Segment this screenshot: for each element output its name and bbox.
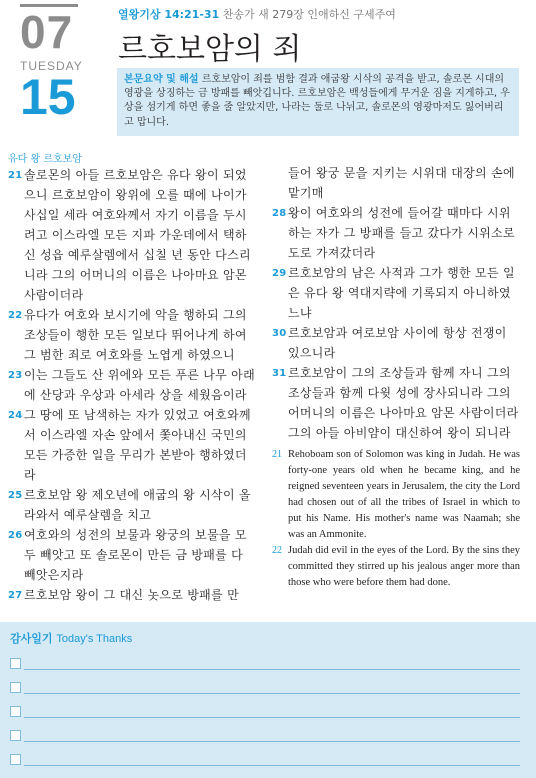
english-verse <box>272 543 520 591</box>
writing-rule <box>24 765 520 766</box>
right-column <box>272 163 520 591</box>
verse-text: 르호보암과 여로보암 사이에 항상 전쟁이 있으니라 <box>288 326 507 360</box>
left-column <box>8 165 256 605</box>
verse <box>8 585 256 605</box>
verse <box>8 165 256 305</box>
page-title: 르호보암의 죄 <box>118 32 302 67</box>
verse <box>8 365 256 405</box>
hymn-reference: 찬송가 새 279장 인애하신 구세주여 <box>222 8 396 21</box>
checkbox-icon[interactable] <box>10 682 21 693</box>
verse <box>272 363 520 443</box>
english-verse-text: Rehoboam son of Solomon was king in Judah. He was forty-one years old when he became king, and he reigned seventeen years in Jerusalem, the city the Lord had chosen out of all the tribes of Israel in which to put his Name. His mother's name was Naamah; she was an Ammonite. <box>288 449 520 540</box>
writing-rule <box>24 669 520 670</box>
section-heading: 유다 왕 르호보암 <box>8 154 82 165</box>
verse-number: 29 <box>272 268 287 279</box>
date-day: 15 <box>20 69 76 125</box>
verse-number: 27 <box>8 590 23 601</box>
thanks-entry-line[interactable] <box>10 706 520 720</box>
english-verse-text: Judah did evil in the eyes of the Lord. By the sins they committed they stirred up his jealous anger more than those who were before them had done. <box>288 545 520 588</box>
verse-text: 여호와의 성전의 보물과 왕궁의 보물을 모두 빼앗고 또 솔로몬이 만든 금 방패를 다 빼앗은지라 <box>24 528 247 582</box>
verse-number: 24 <box>8 410 23 421</box>
verse <box>8 485 256 525</box>
checkbox-icon[interactable] <box>10 658 21 669</box>
verse-number: 21 <box>8 170 23 181</box>
scripture-reference-line <box>118 6 396 22</box>
verse-text: 르호보암 왕이 그 대신 놋으로 방패를 만 <box>24 588 239 602</box>
writing-rule <box>24 741 520 742</box>
thanks-entry-line[interactable] <box>10 658 520 672</box>
thanks-entry-line[interactable] <box>10 682 520 696</box>
writing-rule <box>24 693 520 694</box>
verse <box>8 405 256 485</box>
writing-rule <box>24 717 520 718</box>
verse-number: 26 <box>8 530 23 541</box>
verse-text: 이는 그들도 산 위에와 모든 푸른 나무 아래에 산당과 우상과 아세라 상을 세웠음이라 <box>24 368 255 402</box>
verse-number: 22 <box>8 310 23 321</box>
verse-text: 유다가 여호와 보시기에 악을 행하되 그의 조상들이 행한 모든 일보다 뛰어나게 하여 그 범한 죄로 여호와를 노엽게 하였으니 <box>24 308 247 362</box>
verse <box>272 203 520 263</box>
english-verse <box>272 447 520 543</box>
verse-number: 31 <box>272 368 287 379</box>
summary-box <box>117 68 519 136</box>
date-weekday: TUESDAY <box>20 59 83 73</box>
verse-text: 왕이 여호와의 성전에 들어갈 때마다 시위하는 자가 그 방패를 들고 갔다가 시위소로 도로 가져갔더라 <box>288 206 515 260</box>
checkbox-icon[interactable] <box>10 730 21 741</box>
summary-text: 르호보암이 죄를 범함 결과 애굽왕 시삭의 공격을 받고, 솔로몬 시대의 영광을 상징하는 금 방패를 빼앗깁니다. 르호보암은 백성들에게 무거운 짐을 지게하고, 우상을 섬기게 하면 좋을 줄 알았지만, 나라는 둘로 나뉘고, 솔로몬의 영광마저도 잃어버리고 맙니다. <box>124 74 510 128</box>
verse-text: 솔로몬의 아들 르호보암은 유다 왕이 되었으니 르호보암이 왕위에 오를 때에 나이가 사십일 세라 여호와께서 자기 이름을 두시려고 이스라엘 모든 지파 가운데에서 택하신 성읍 예루살렘에서 십칠 년 동안 다스리니라 그의 어머니의 이름은 나아마요 암몬 사람이더라 <box>24 168 251 302</box>
thanks-title <box>10 630 132 646</box>
date-month: 07 <box>20 6 74 58</box>
thanks-title-en: Today's Thanks <box>56 633 133 645</box>
thanks-entry-line[interactable] <box>10 754 520 768</box>
verse-number: 25 <box>8 490 23 501</box>
verse-text: 르호보암의 남은 사적과 그가 행한 모든 일은 유다 왕 역대지략에 기록되지 아니하였느냐 <box>288 266 515 320</box>
scripture-reference: 열왕기상 14:21-31 <box>118 8 220 21</box>
summary-label: 본문요약 및 해설 <box>124 74 199 85</box>
verse-text: 르호보암이 그의 조상들과 함께 자니 그의 조상들과 함께 다윗 성에 장사되니라 그의 어머니의 이름은 나아마요 암몬 사람이더라 그의 아들 아비얌이 대신하여 왕이 되니라 <box>288 366 519 440</box>
verse-number: 28 <box>272 208 287 219</box>
verse <box>8 525 256 585</box>
english-verse-number: 22 <box>272 545 282 556</box>
checkbox-icon[interactable] <box>10 754 21 765</box>
verse-number: 23 <box>8 370 23 381</box>
english-verse-number: 21 <box>272 449 282 460</box>
date-block <box>20 4 83 125</box>
verse-text: 들어 왕궁 문을 지키는 시위대 대장의 손에 맡기매 <box>288 166 515 200</box>
verse-continuation <box>272 163 520 203</box>
verse-text: 르호보암 왕 제오년에 애굽의 왕 시삭이 올라와서 예루살렘을 치고 <box>24 488 251 522</box>
thanks-title-ko: 감사일기 <box>10 632 53 645</box>
verse <box>272 263 520 323</box>
thanks-entry-line[interactable] <box>10 730 520 744</box>
thanks-journal <box>0 622 536 778</box>
verse <box>8 305 256 365</box>
verse <box>272 323 520 363</box>
verse-text: 그 땅에 또 남색하는 자가 있었고 여호와께서 이스라엘 자손 앞에서 쫓아내신 국민의 모든 가증한 일을 무리가 본받아 행하였더라 <box>24 408 251 482</box>
checkbox-icon[interactable] <box>10 706 21 717</box>
verse-number: 30 <box>272 328 287 339</box>
